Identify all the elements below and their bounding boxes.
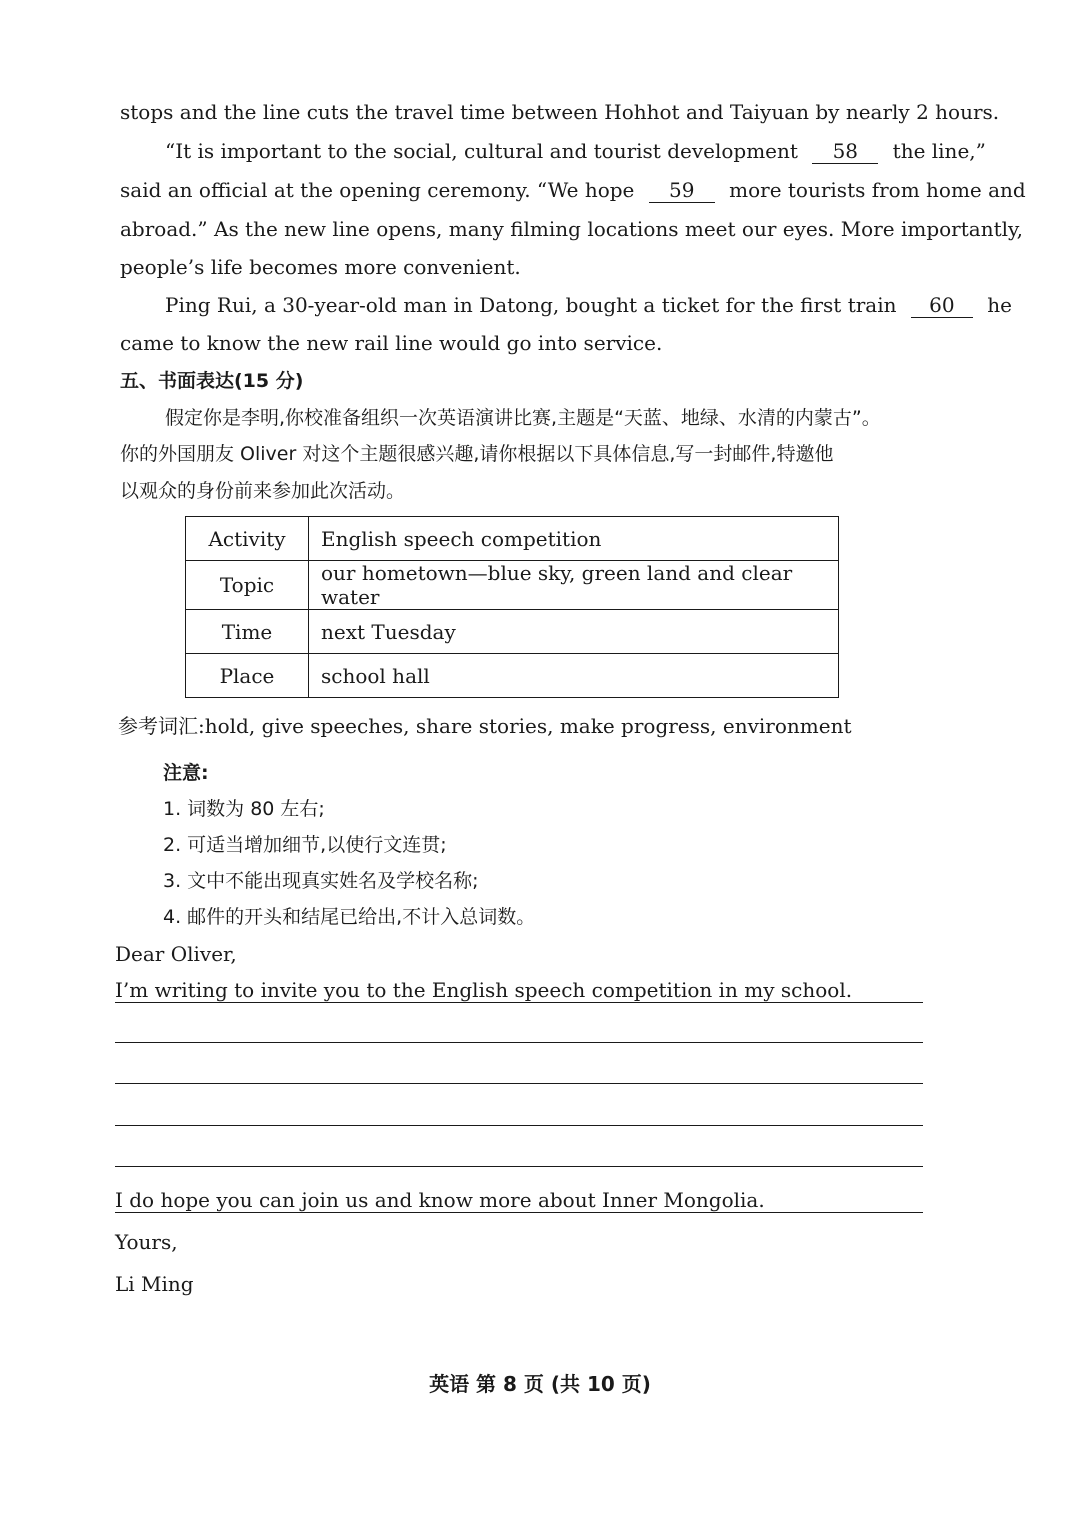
prompt-line: 假定你是李明,你校准备组织一次英语演讲比赛,主题是“天蓝、地绿、水清的内蒙古”。 xyxy=(165,407,881,429)
prompt-line: 以观众的身份前来参加此次活动。 xyxy=(120,480,406,502)
passage-text: the line,” xyxy=(892,139,986,163)
table-row xyxy=(186,610,839,654)
passage-line: came to know the new rail line would go into service. xyxy=(120,331,663,355)
letter-greeting: Dear Oliver, xyxy=(115,942,237,966)
vocab-line: 参考词汇:hold, give speeches, share stories, make progress, environment xyxy=(118,714,852,738)
note-item: 1. 词数为 80 左右; xyxy=(163,798,325,820)
table-key: Place xyxy=(186,654,309,698)
passage-text: more tourists from home and xyxy=(729,178,1026,202)
passage-text: he xyxy=(987,293,1012,317)
passage-line xyxy=(165,291,1012,319)
writing-line[interactable] xyxy=(115,1166,923,1167)
blank-60[interactable]: 60 xyxy=(911,293,973,318)
blank-58[interactable]: 58 xyxy=(812,139,878,164)
table-value: our hometown—blue sky, green land and clear water xyxy=(309,561,839,610)
note-item: 3. 文中不能出现真实姓名及学校名称; xyxy=(163,870,479,892)
passage-line: people’s life becomes more convenient. xyxy=(120,255,521,279)
letter-signoff: Yours, xyxy=(115,1230,178,1254)
table-row xyxy=(186,517,839,561)
passage-text: “It is important to the social, cultural and tourist development xyxy=(165,139,798,163)
section-title: 五、书面表达(15 分) xyxy=(120,370,304,392)
blank-59[interactable]: 59 xyxy=(649,178,715,203)
page-footer: 英语 第 8 页 (共 10 页) xyxy=(429,1372,651,1396)
table-value: next Tuesday xyxy=(309,610,839,654)
info-table xyxy=(185,516,839,698)
passage-line xyxy=(165,137,986,165)
passage-text: said an official at the opening ceremony. “We hope xyxy=(120,178,635,202)
note-item: 4. 邮件的开头和结尾已给出,不计入总词数。 xyxy=(163,906,536,928)
writing-line[interactable] xyxy=(115,1083,923,1084)
letter-signature: Li Ming xyxy=(115,1272,194,1296)
passage-text: Ping Rui, a 30-year-old man in Datong, bought a ticket for the first train xyxy=(165,293,897,317)
passage-line: stops and the line cuts the travel time between Hohhot and Taiyuan by nearly 2 hours. xyxy=(120,100,1000,124)
table-value: English speech competition xyxy=(309,517,839,561)
table-key: Time xyxy=(186,610,309,654)
table-row xyxy=(186,561,839,610)
writing-line[interactable] xyxy=(115,1042,923,1043)
table-value: school hall xyxy=(309,654,839,698)
writing-line xyxy=(115,1212,923,1213)
passage-line xyxy=(120,176,1026,204)
writing-line[interactable] xyxy=(115,1002,923,1003)
table-row xyxy=(186,654,839,698)
notes-title: 注意: xyxy=(163,762,209,784)
writing-line[interactable] xyxy=(115,1125,923,1126)
prompt-line: 你的外国朋友 Oliver 对这个主题很感兴趣,请你根据以下具体信息,写一封邮件,特邀他 xyxy=(120,443,834,465)
letter-closing: I do hope you can join us and know more about Inner Mongolia. xyxy=(115,1188,765,1212)
table-key: Topic xyxy=(186,561,309,610)
passage-line: abroad.” As the new line opens, many filming locations meet our eyes. More importantly, xyxy=(120,217,1024,241)
letter-opening: I’m writing to invite you to the English speech competition in my school. xyxy=(115,978,853,1002)
note-item: 2. 可适当增加细节,以使行文连贯; xyxy=(163,834,447,856)
table-key: Activity xyxy=(186,517,309,561)
